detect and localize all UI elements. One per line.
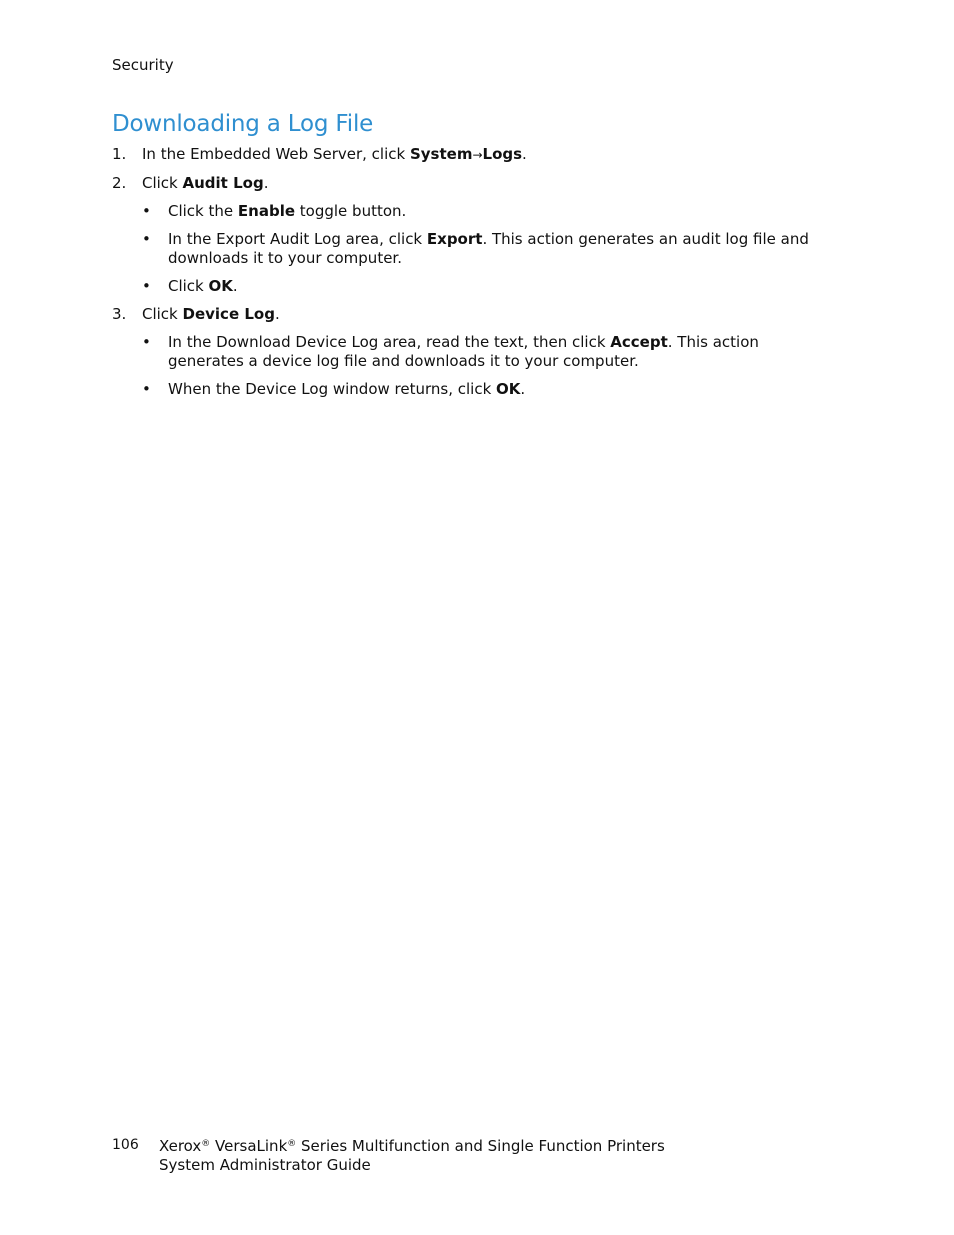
step-text <box>142 174 268 192</box>
bullet-text-pre: Click the <box>168 202 238 220</box>
footer-document-title <box>159 1137 665 1175</box>
registered-mark: ® <box>287 1139 297 1149</box>
step-text-pre: In the Embedded Web Server, click <box>142 145 410 163</box>
arrow-right-icon: → <box>472 148 483 162</box>
step-number: 1. <box>112 145 127 163</box>
step-number: 3. <box>112 305 127 323</box>
device-log-label: Device Log <box>182 305 275 323</box>
ok-label: OK <box>208 277 233 295</box>
bullet-text-pre: Click <box>168 277 209 295</box>
audit-log-label: Audit Log <box>182 174 264 192</box>
bullet-item <box>142 230 832 268</box>
menu-system: System <box>409 145 473 163</box>
step-number: 2. <box>112 174 127 192</box>
accept-label: Accept <box>610 333 668 351</box>
step-text <box>142 305 280 323</box>
footer-line-1 <box>159 1137 665 1156</box>
step-text-pre: Click <box>142 174 183 192</box>
step-text <box>142 145 527 163</box>
step-2 <box>112 174 832 296</box>
step-3-bullets <box>142 333 832 399</box>
bullet-icon: • <box>142 230 151 248</box>
enable-label: Enable <box>237 202 296 220</box>
page-title: Downloading a Log File <box>112 111 374 137</box>
step-text-pre: Click <box>142 305 183 323</box>
footer-line-2: System Administrator Guide <box>159 1156 371 1174</box>
bullet-text-post: . This action generates an audit log file and downloads it to your computer. <box>168 230 809 267</box>
footer-series: Series Multifunction and Single Function Printers <box>296 1137 665 1155</box>
menu-logs: Logs <box>482 145 523 163</box>
bullet-text-post: . <box>232 277 238 295</box>
bullet-text-post: . This action generates a device log file and downloads it to your computer. <box>168 333 759 370</box>
step-text-post: . <box>274 305 280 323</box>
step-text-post: . <box>522 145 527 163</box>
running-header-section: Security <box>112 56 174 74</box>
bullet-text-post: toggle button. <box>295 202 407 220</box>
footer-product: VersaLink <box>210 1137 288 1155</box>
export-label: Export <box>426 230 483 248</box>
registered-mark: ® <box>201 1139 211 1149</box>
bullet-item <box>142 333 832 371</box>
procedure-steps <box>112 145 832 408</box>
bullet-item <box>142 202 832 221</box>
bullet-item <box>142 380 832 399</box>
page-number: 106 <box>112 1137 139 1153</box>
step-1 <box>112 145 832 165</box>
bullet-icon: • <box>142 277 151 295</box>
step-3 <box>112 305 832 399</box>
bullet-item <box>142 277 832 296</box>
bullet-text-pre: In the Download Device Log area, read the text, then click <box>168 333 611 351</box>
bullet-icon: • <box>142 380 151 398</box>
bullet-icon: • <box>142 202 151 220</box>
footer-brand: Xerox <box>159 1137 202 1155</box>
bullet-icon: • <box>142 333 151 351</box>
step-2-bullets <box>142 202 832 296</box>
bullet-text-pre: When the Device Log window returns, click <box>168 380 497 398</box>
ok-label: OK <box>496 380 521 398</box>
bullet-text-pre: In the Export Audit Log area, click <box>168 230 427 248</box>
bullet-text-post: . <box>520 380 526 398</box>
step-text-post: . <box>263 174 269 192</box>
